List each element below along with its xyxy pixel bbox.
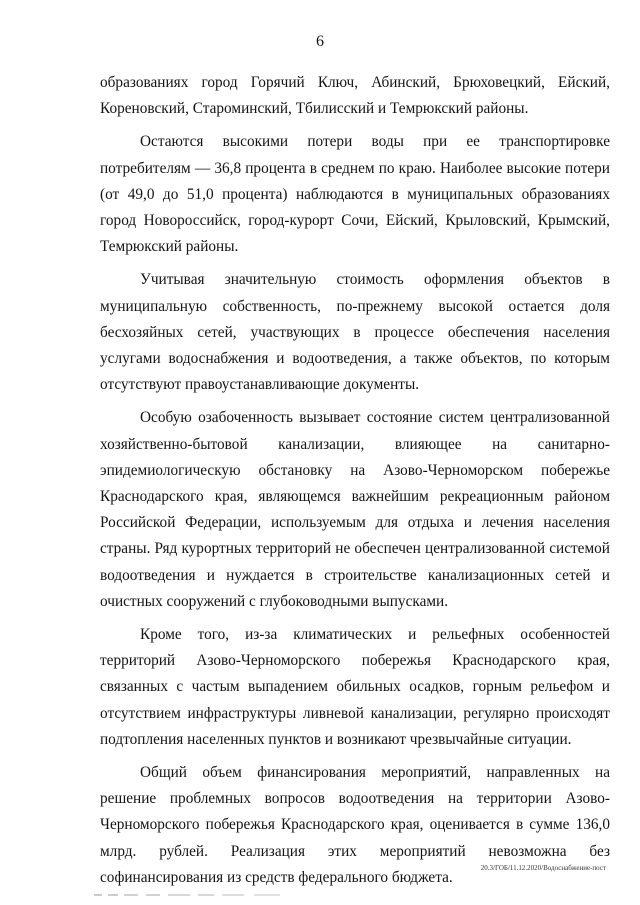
document-body — [100, 70, 610, 891]
scan-artifact-marks — [94, 893, 284, 897]
paragraph-2: Остаются высокими потери воды при ее транспортировке потребителям — 36,8 процента в среднем по краю. Наиболее высокие потери (от 49,0 до 51,0 процента) наблюдаются в муниципальных образованиях город Новороссийск, город-курорт Сочи, Ейский, Крыловский, Крымский, Темрюкский районы. — [100, 133, 610, 256]
paragraph-6: Общий объем финансирования мероприятий, направленных на решение проблемных вопросов водоотведения на территории Азово-Черноморского побережья Краснодарского края, оценивается в сумме 136,0 млрд. рублей. Реализация этих мероприятий невозможна без софинансирования из средств федерального бюджета. — [100, 764, 610, 886]
document-code: 20.3/ГОБ/11.12.2020/Водоснабжение-пост — [480, 864, 606, 872]
paragraph-5: Кроме того, из-за климатических и рельефных особенностей территорий Азово-Черноморского побережья Краснодарского края, связанных с частым выпадением обильных осадков, горным рельефом и отсутствием инфраструктуры ливневой канализации, регулярно происходят подтопления населенных пунктов и возникают чрезвычайные ситуации. — [100, 626, 610, 748]
page-number: 6 — [316, 33, 324, 50]
paragraph-4: Особую озабоченность вызывает состояние систем централизованной хозяйственно-бытовой канализации, влияющее на санитарно-эпидемиологическую обстановку на Азово-Черноморском побережье Краснодарского края, являющемся важнейшим рекреационным районом Российской Федерации, используемым для отдыха и лечения населения страны. Ряд курортных территорий не обеспечен централизованной системой водоотведения и нуждается в строительстве канализационных сетей и очистных сооружений с глубоководными выпусками. — [100, 409, 610, 610]
paragraph-1: образованиях город Горячий Ключ, Абинский, Брюховецкий, Ейский, Кореновский, Староминский, Тбилисский и Темрюкский районы. — [100, 74, 610, 118]
paragraph-3: Учитывая значительную стоимость оформления объектов в муниципальную собственность, по-прежнему высокой остается доля бесхозяйных сетей, участвующих в процессе обеспечения населения услугами водоснабжения и водоотведения, а также объектов, по которым отсутствуют правоустанавливающие документы. — [100, 271, 610, 394]
